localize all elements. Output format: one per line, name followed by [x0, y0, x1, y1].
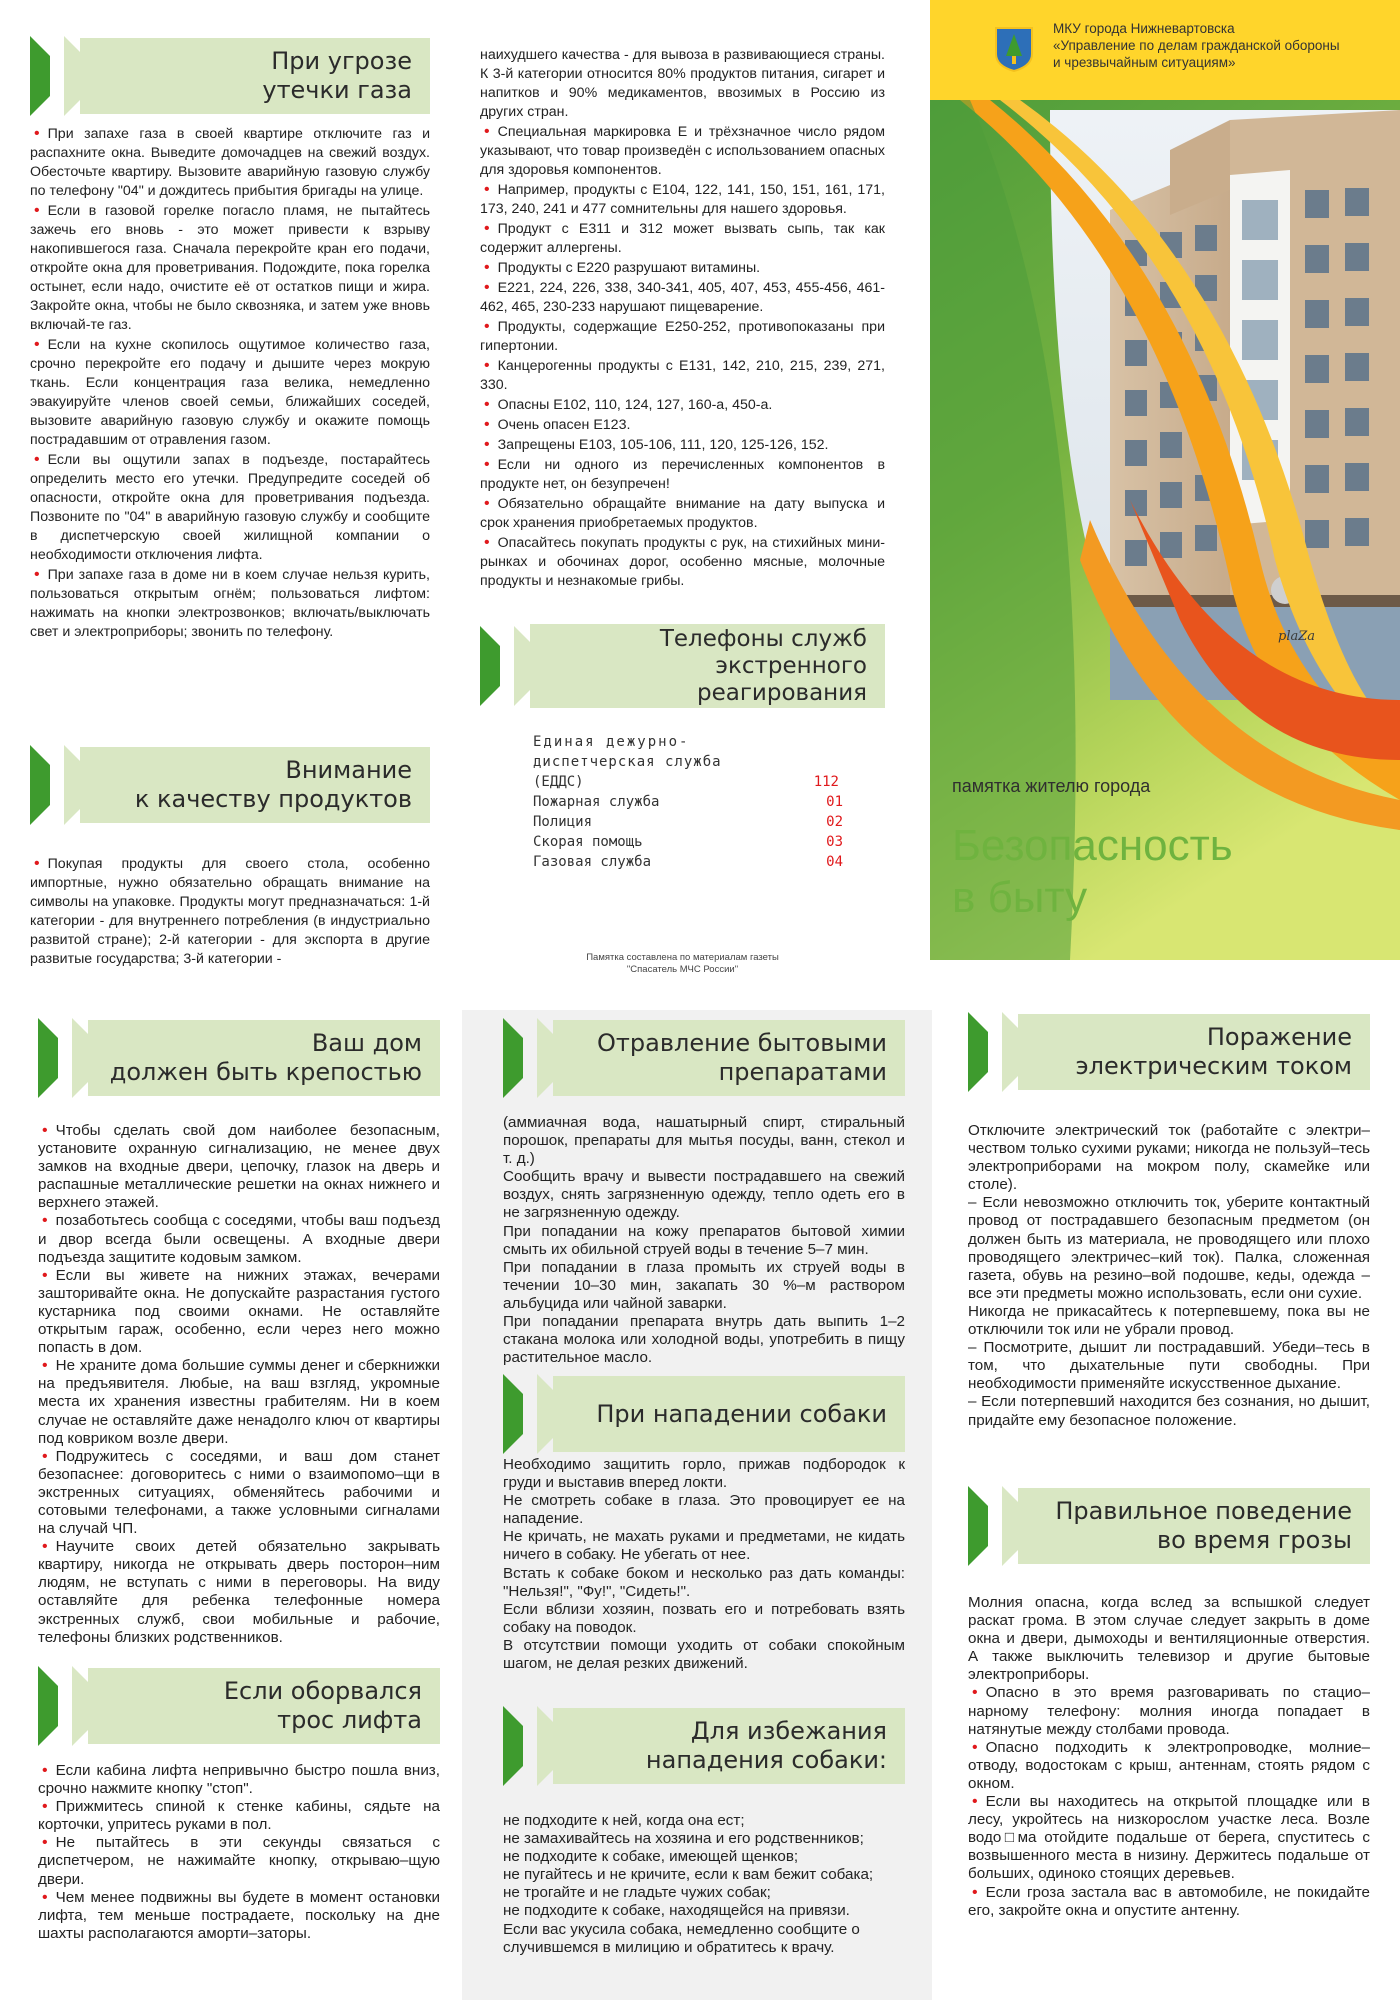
food-paragraph: • Продукты, содержащие Е250-252, противопоказаны при гипертонии.: [480, 317, 885, 356]
edds-label-line3: (ЕДДС): [533, 774, 584, 790]
home-paragraph: • Научите своих детей обязательно закрывать квартиру, никогда не открывать дверь посторон–ним людям, не вступать с ними в переговоры. На виду оставляйте для ребенка телефонные номера экстренных служб, свои мобильные и рабочие, телефоны близких родственников.: [38, 1538, 440, 1647]
org-line1: МКУ города Нижневартовска: [1053, 21, 1235, 36]
food-title-line1: Внимание: [285, 756, 412, 784]
home-paragraph: • Чтобы сделать свой дом наиболее безопасным, установите охранную сигнализацию, не менее двух замков на входные двери, цепочку, глазок на дверь и распашные металлические решетки на окнах нижнего и верхнего этажей.: [38, 1122, 440, 1212]
cover-artwork: [930, 0, 1400, 960]
chevron-arrow-icon: [38, 1018, 118, 1098]
dog-avoid-title-line2: нападения собаки:: [645, 1746, 887, 1774]
home-title-line1: Ваш дом: [311, 1029, 422, 1057]
lift-paragraph: • Если кабина лифта непривычно быстро пошла вниз, срочно нажмите кнопку "стоп".: [38, 1762, 440, 1798]
city-emblem-icon: [994, 26, 1034, 72]
storm-heading: [968, 1486, 1370, 1566]
gas-paragraph: • Если в газовой горелке погасло пламя, не пытайтесь зажечь его вновь - это может привести к взрыву накопившегося газа. Сначала перекройте кран его подачи, откройте окна для проветривания. Подождите, пока горелка остынет, если надо, очистите её от остатков пищи и жира. Закройте окна, чтобы не было сквозняка, и затем уже вновь включай-те газ.: [30, 201, 430, 335]
electric-title-line2: электрическим током: [1075, 1052, 1352, 1080]
storm-paragraph: • Если вы находитесь на открытой площадке или в лесу, укройтесь на низкорослом участке леса. Возле водо□ма отойдите подальше от берега, спуститесь с возвышенного места в низину. Держитесь подальше от больших, одиноко стоящих деревьев.: [968, 1793, 1370, 1883]
food-heading: [30, 745, 430, 825]
chevron-arrow-icon: [30, 36, 110, 116]
food-paragraph: • Продукт с Е311 и 312 может вызвать сыпь, так как содержит аллергены.: [480, 219, 885, 258]
phone-service-number: 03: [826, 834, 843, 850]
chevron-arrow-icon: [30, 745, 110, 825]
cover-title-line1: Безопасность: [952, 821, 1233, 870]
gas-paragraph: • Если вы ощутили запах в подъезде, постарайтесь определить место его утечки. Предупредите соседей об опасности, откройте окна для проветривания подъезда. Позвоните по "04" в аварийную газовую службу и сообщите в диспетчерскую своей жилищной компании о необходимости отключения лифта.: [30, 450, 430, 565]
dog-avoid-item: не замахивайтесь на хозяина и его родственников;: [503, 1830, 864, 1848]
electric-paragraph: – Если невозможно отключить ток, уберите контактный провод от пострадавшего безопасным предметом (он должен быть из материала, не проводящего или плохо проводящего электричес–кий ток). Палка, сложенная газета, обувь на резино–вой подошве, кеды, одежда – все эти предметы можно использовать, если они сухие.: [968, 1194, 1370, 1302]
dog-avoid-item: не подходите к ней, когда она ест;: [503, 1812, 745, 1829]
storm-title-line1: Правильное поведение: [1055, 1497, 1352, 1525]
electric-heading: [968, 1012, 1370, 1092]
phone-service-number: 04: [826, 854, 843, 870]
poison-paragraph: (аммиачная вода, нашатырный спирт, стиральный порошок, препараты для мытья посуды, ванн, стекол и т. д.): [503, 1114, 905, 1168]
poison-title-line1: Отравление бытовыми: [597, 1029, 887, 1057]
shop-sign: plaZa: [1278, 629, 1316, 644]
phones-list: [533, 732, 843, 872]
chevron-arrow-icon: [480, 622, 560, 710]
food-paragraph: • Продукты с Е220 разрушают витамины.: [480, 258, 885, 278]
phones-title-line2: экстренного: [715, 652, 867, 679]
gas-text: [30, 124, 430, 642]
cover-title-line2: в быту: [952, 873, 1088, 922]
lift-paragraph: • Не пытайтесь в эти секунды связаться с диспетчером, не нажимайте кнопку, открываю–щую двери.: [38, 1834, 440, 1888]
storm-intro: Молния опасна, когда вслед за вспышкой следует раскат грома. В этом случае следует закрыть в доме окна и двери, дымоходы и вентиляционные отверстия. А также выключить телевизор и другие бытовые электроприборы.: [968, 1594, 1370, 1684]
food-paragraph: • Очень опасен Е123.: [480, 415, 885, 435]
food-paragraph: • Канцерогенны продукты с Е131, 142, 210, 215, 239, 271, 330.: [480, 356, 885, 395]
electric-title-line1: Поражение: [1206, 1023, 1352, 1051]
food-paragraph: • Специальная маркировка Е и трёхзначное число рядом указывают, что товар произведён с использованием опасных для здоровья компонентов.: [480, 122, 885, 180]
home-paragraph: • позаботьтесь сообща с соседями, чтобы ваш подъезд и двор всегда были освещены. А входные двери подъезда защитите кодовым замком.: [38, 1212, 440, 1266]
chevron-arrow-icon: [968, 1486, 1048, 1566]
organization-banner: [930, 0, 1400, 100]
gas-paragraph: • Если на кухне скопилось ощутимое количество газа, срочно перекройте его подачу и дышите через мокрую ткань. Если концентрация газа велика, немедленно эвакуируйте членов своей семьи, ближайших соседей, вызовите аварийную газовую службу и окажите помощь пострадавшим от отравления газом.: [30, 335, 430, 450]
edds-number: 112: [813, 774, 839, 790]
cover-panel: [930, 0, 1400, 960]
lift-title-line2: трос лифта: [277, 1706, 422, 1734]
chevron-arrow-icon: [503, 1018, 583, 1098]
home-title-line2: должен быть крепостью: [109, 1058, 422, 1086]
dog-attack-paragraph: Не смотреть собаке в глаза. Это провоцирует ее на нападение.: [503, 1492, 905, 1528]
food-title-line2: к качеству продуктов: [134, 785, 412, 813]
home-heading: [38, 1018, 440, 1098]
storm-title-line2: во время грозы: [1156, 1526, 1352, 1554]
dog-avoid-item: не пугайтесь и не кричите, если к вам бежит собака;: [503, 1866, 874, 1884]
electric-paragraph: – Если потерпевший находится без сознания, но дышит, придайте ему безопасное положение.: [968, 1393, 1370, 1429]
food-paragraph: • Покупая продукты для своего стола, особенно импортные, нужно обязательно обращать внимание на символы на упаковке. Продукты могут предназначаться: 1-й категории - для внутреннего потребления (в индустриально развитой стране); 2-й категории - для экспорта в другие развитые государства; 3-й категории -: [30, 854, 430, 969]
phone-service-name: Пожарная служба: [533, 794, 660, 810]
poison-paragraph: При попадании в глаза промыть их струей воды в течении 10–30 мин, закапать 30 %–м раствором альбуцида или чайной заварки.: [503, 1258, 905, 1312]
dog-attack-paragraph: Необходимо защитить горло, прижав подбородок к груди и выставив вперед локти.: [503, 1456, 905, 1492]
poison-paragraph: При попадании препарата внутрь дать выпить 1–2 стакана молока или холодной воды, употребить в пищу растительное масло.: [503, 1313, 905, 1367]
chevron-arrow-icon: [503, 1374, 583, 1454]
storm-paragraph: • Опасно в это время разговаривать по стацио–нарному телефону: молния иногда попадает в натянутые между столбами провода.: [968, 1684, 1370, 1738]
lift-paragraph: • Прижмитесь спиной к стенке кабины, сядьте на корточки, упритесь руками в пол.: [38, 1798, 440, 1834]
electric-paragraph: Отключите электрический ток (работайте с электри–чеством только сухими руками; никогда не пользуй–тесь электроприборами на мокром полу, скамейке или столе).: [968, 1122, 1370, 1194]
dog-attack-title: При нападении собаки: [596, 1399, 887, 1428]
gas-title-line1: При угрозе: [271, 47, 412, 75]
phone-service-name: Газовая служба: [533, 854, 652, 870]
poison-paragraph: Сообщить врачу и вывести пострадавшего на свежий воздух, снять загрязненную одежду, тепло одеть его в не загрязненную одежду.: [503, 1168, 905, 1222]
cover-subtitle: памятка жителю города: [952, 776, 1151, 796]
electric-paragraph: Никогда не прикасайтесь к потерпевшему, пока вы не отключили ток или не убрали провод.: [968, 1302, 1370, 1339]
food-text-part2: [480, 46, 885, 591]
chevron-arrow-icon: [968, 1012, 1048, 1092]
dog-avoid-title-line1: Для избежания: [690, 1717, 887, 1745]
storm-paragraph: • Если гроза застала вас в автомобиле, не покидайте его, закройте окна и опустите антенну.: [968, 1884, 1370, 1920]
phone-service-name: Полиция: [533, 814, 593, 830]
dog-attack-paragraph: Встать к собаке боком и несколько раз дать команды: "Нельзя!", "Фу!", "Сидеть!".: [503, 1564, 905, 1600]
phones-title-line3: реагирования: [696, 679, 867, 706]
poison-text: [503, 1114, 905, 1367]
phones-title-line1: Телефоны служб: [659, 625, 867, 652]
phone-service-name: Скорая помощь: [533, 834, 643, 850]
dog-attack-text: [503, 1456, 905, 1673]
phones-heading: [480, 622, 885, 710]
chevron-arrow-icon: [38, 1666, 118, 1746]
edds-label-line1: Единая дежурно-: [533, 734, 690, 750]
dog-avoid-item: не подходите к собаке, имеющей щенков;: [503, 1848, 799, 1866]
storm-text: [968, 1594, 1370, 1920]
gas-title-line2: утечки газа: [262, 76, 412, 104]
source-note: [480, 952, 885, 976]
source-note-line2: "Спасатель МЧС России": [626, 964, 739, 975]
dog-attack-heading: [503, 1374, 905, 1454]
lift-title-line1: Если оборвался: [223, 1677, 422, 1705]
food-text-part1: [30, 854, 430, 969]
dog-attack-paragraph: В отсутствии помощи уходить от собаки спокойным шагом, не делая резких движений.: [503, 1636, 905, 1673]
org-line2: «Управление по делам гражданской обороны: [1053, 38, 1340, 53]
food-paragraph: • Опасайтесь покупать продукты с рук, на стихийных мини-рынках и обочинах дорог, особенно мясные, молочные продукты и незнакомые грибы.: [480, 533, 885, 591]
edds-label-line2: диспетчерская служба: [533, 754, 722, 770]
poison-heading: [503, 1018, 905, 1098]
food-paragraph: наихудшего качества - для вывоза в развивающиеся страны. К 3-й категории относится 80% продуктов питания, сигарет и напитков и 90% медикаментов, ввозимых в Россию из других стран.: [480, 47, 885, 120]
lift-text: [38, 1762, 440, 1943]
food-paragraph: • Е221, 224, 226, 338, 340-341, 405, 407, 453, 455-456, 461-462, 465, 230-233 нарушают пищеварение.: [480, 278, 885, 317]
dog-attack-paragraph: Если вблизи хозяин, позвать его и потребовать взять собаку на поводок.: [503, 1600, 905, 1636]
food-paragraph: • Обязательно обращайте внимание на дату выпуска и срок хранения приобретаемых продуктов.: [480, 494, 885, 533]
lift-heading: [38, 1666, 440, 1746]
gas-paragraph: • При запахе газа в своей квартире отключите газ и распахните окна. Выведите домочадцев на свежий воздух. Обесточьте квартиру. Вызовите аварийную газовую службу по телефону "04" и дождитесь прибытия бригады на улице.: [30, 124, 430, 201]
storm-paragraph: • Опасно подходить к электропроводке, молние–отводу, водостокам с крыш, антеннам, стоять рядом с окном.: [968, 1739, 1370, 1793]
phone-service-number: 02: [826, 814, 843, 830]
lift-paragraph: • Чем менее подвижны вы будете в момент остановки лифта, тем меньше пострадаете, поскольку на дне шахты располагаются аморти–заторы.: [38, 1889, 440, 1943]
food-paragraph: • Например, продукты с Е104, 122, 141, 150, 151, 161, 171, 173, 240, 241 и 477 сомнительны для нашего здоровья.: [480, 180, 885, 219]
food-paragraph: • Запрещены Е103, 105-106, 111, 120, 125-126, 152.: [480, 435, 885, 455]
home-text: [38, 1122, 440, 1647]
source-note-line1: Памятка составлена по материалам газеты: [586, 952, 779, 963]
poison-title-line2: препаратами: [718, 1058, 887, 1086]
food-paragraph: • Опасны Е102, 110, 124, 127, 160-а, 450-а.: [480, 395, 885, 415]
org-line3: и чрезвычайным ситуациям»: [1053, 55, 1236, 70]
dog-attack-paragraph: Не кричать, не махать руками и предметами, не кидать ничего в собаку. Не убегать от нее.: [503, 1528, 905, 1564]
chevron-arrow-icon: [503, 1706, 583, 1786]
dog-avoid-item: не трогайте и не гладьте чужих собак;: [503, 1884, 771, 1902]
home-paragraph: • Подружитесь с соседями, и ваш дом станет безопаснее: договоритесь с ними о взаимопомо–щи в экстренных ситуациях, обменяйтесь рабочими и сотовыми телефонами, а также условными сигналами на случай ЧП.: [38, 1448, 440, 1538]
home-paragraph: • Не храните дома большие суммы денег и сберкнижки на предъявителя. Любые, на ваш взгляд, укромные места их хранения известны грабителям. Ни в коем случае не оставляйте даже ненадолго ключ от квартиры под ковриком возле двери.: [38, 1357, 440, 1447]
dog-avoid-item: не подходите к собаке, находящейся на привязи.: [503, 1902, 850, 1920]
food-paragraph: • Если ни одного из перечисленных компонентов в продукте нет, он безупречен!: [480, 455, 885, 494]
dog-avoid-item: Если вас укусила собака, немедленно сообщите о случившемся в милицию и обратитесь к врачу.: [503, 1920, 860, 1956]
dog-avoid-text: [503, 1812, 905, 1957]
gas-heading: [30, 36, 430, 116]
electric-text: [968, 1122, 1370, 1430]
gas-paragraph: • При запахе газа в доме ни в коем случае нельзя курить, пользоваться открытым огнём; пользоваться лифтом: нажимать на кнопки электрозвонков; включать/выключать свет и электроприборы; звонить по телефону.: [30, 565, 430, 642]
electric-paragraph: – Посмотрите, дышит ли пострадавший. Убеди–тесь в том, что дыхательные пути свободны. При необходимости применяйте искусственное дыхание.: [968, 1339, 1370, 1393]
poison-paragraph: При попадании на кожу препаратов бытовой химии смыть их обильной струей воды в течение 5–7 мин.: [503, 1222, 905, 1258]
home-paragraph: • Если вы живете на нижних этажах, вечерами зашторивайте окна. Не допускайте разрастания густого кустарника под своими окнами. Не оставляйте открытым гараж, особенно, если через него можно попасть в дом.: [38, 1267, 440, 1357]
cover-title: [952, 820, 1233, 924]
phone-service-number: 01: [826, 794, 843, 810]
dog-avoid-heading: [503, 1706, 905, 1786]
